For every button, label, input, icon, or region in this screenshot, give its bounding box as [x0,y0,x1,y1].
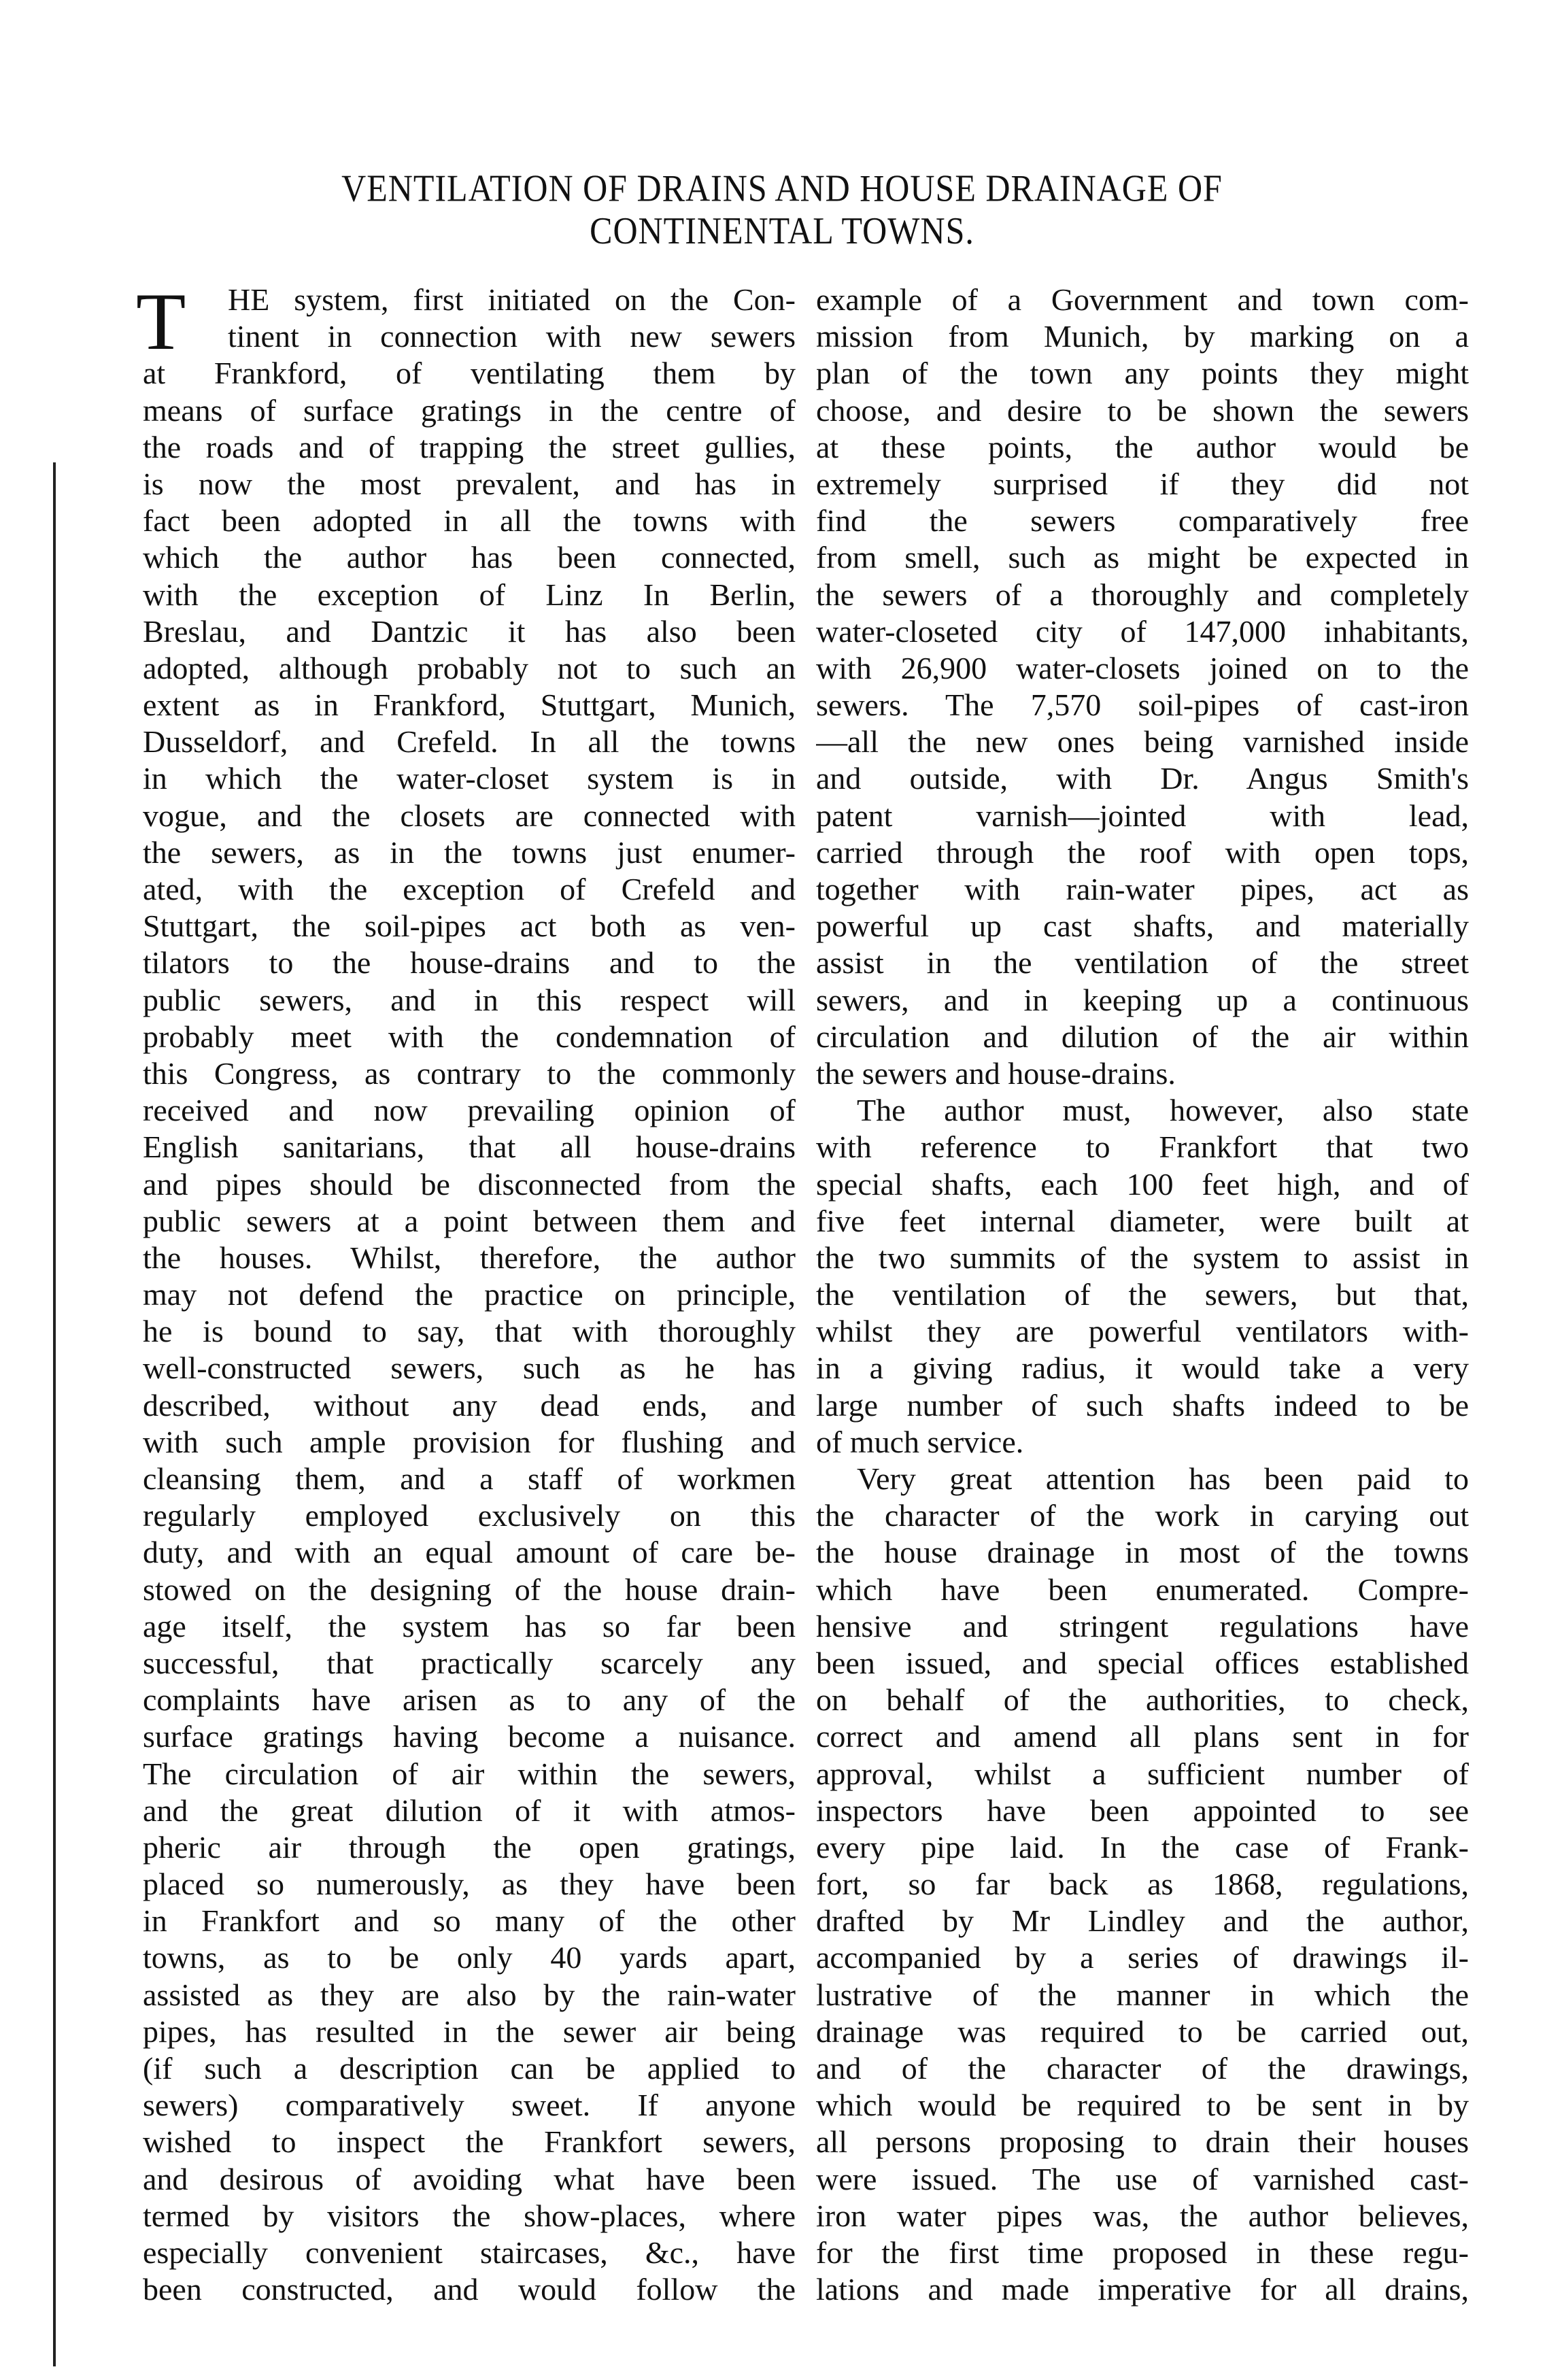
text-line: the house drainage in most of the towns [816,1535,1469,1570]
text-line: he is bound to say, that with thoroughly [143,1314,796,1349]
text-line: the sewers of a thoroughly and completely [816,577,1469,612]
text-line: drafted by Mr Lindley and the author, [816,1903,1469,1939]
text-line: ated, with the exception of Crefeld and [143,872,796,906]
text-line: together with rain-water pipes, act as [816,872,1469,906]
text-line: regularly employed exclusively on this [143,1498,796,1533]
text-line: with 26,900 water-closets joined on to the [816,650,1469,685]
text-line: in which the water-closet system is in [143,761,796,796]
text-line: means of surface gratings in the centre of [143,392,796,428]
text-line: tinent in connection with new sewers [228,319,796,354]
text-line: at these points, the author would be [816,429,1469,464]
text-line: choose, and desire to be shown the sewers [816,392,1469,428]
text-line: cleansing them, and a staff of workmen [143,1461,796,1496]
text-line: pipes, has resulted in the sewer air being [143,2013,796,2049]
text-line: wished to inspect the Frankfort sewers, [143,2124,796,2160]
text-line: The circulation of air within the sewers, [143,1756,796,1791]
title-line-1: VENTILATION OF DRAINS AND HOUSE DRAINAGE OF [341,167,1223,209]
scanned-binding-edge [48,68,68,2380]
text-line: five feet internal diameter, were built at [816,1203,1469,1238]
text-line: the sewers and house-drains. [816,1055,1176,1091]
text-line: stowed on the designing of the house drain- [143,1571,796,1607]
text-line: example of a Government and town com- [816,282,1469,317]
text-line: assisted as they are also by the rain-water [143,1977,796,2012]
text-line: with such ample provision for flushing and [143,1424,796,1459]
text-line: is now the most prevalent, and has in [143,466,796,501]
text-line: placed so numerously, as they have been [143,1867,796,1902]
text-line: of much service. [816,1424,1024,1459]
text-line: all persons proposing to drain their houses [816,2124,1469,2160]
right-column [816,282,1469,2308]
text-line: fort, so far back as 1868, regulations, [816,1867,1469,1902]
text-line: this Congress, as contrary to the commonly [143,1055,796,1091]
text-line: English sanitarians, that all house-drains [143,1129,796,1165]
text-line: described, without any dead ends, and [143,1387,796,1423]
text-line: sewers) comparatively sweet. If anyone [143,2088,796,2123]
text-line: inspectors have been appointed to see [816,1792,1469,1828]
text-line: The author must, however, also state [857,1093,1469,1128]
text-line: sewers, and in keeping up a continuous [816,982,1469,1017]
text-line: which would be required to be sent in by [816,2088,1469,2123]
text-line: sewers. The 7,570 soil-pipes of cast-iron [816,687,1469,723]
text-line: the houses. Whilst, therefore, the author [143,1240,796,1275]
binding-shadow [53,462,56,2366]
text-line: Very great attention has been paid to [857,1461,1469,1496]
text-line: been issued, and special offices established [816,1645,1469,1680]
text-line: been constructed, and would follow the [143,2272,796,2307]
text-line: and pipes should be disconnected from the [143,1166,796,1202]
drop-cap: T [136,276,186,367]
text-line: which have been enumerated. Compre- [816,1571,1469,1607]
text-line: public sewers, and in this respect will [143,982,796,1017]
text-line: HE system, first initiated on the Con- [228,282,796,317]
text-line: every pipe laid. In the case of Frank- [816,1829,1469,1865]
text-line: successful, that practically scarcely any [143,1645,796,1680]
text-line: lustrative of the manner in which the [816,1977,1469,2012]
text-line: duty, and with an equal amount of care be- [143,1535,796,1570]
text-line: the ventilation of the sewers, but that, [816,1277,1469,1312]
text-line: plan of the town any points they might [816,356,1469,391]
text-line: carried through the roof with open tops, [816,834,1469,870]
text-line: large number of such shafts indeed to be [816,1387,1469,1423]
title-line-2: CONTINENTAL TOWNS. [590,209,974,252]
text-line: water-closeted city of 147,000 inhabitants, [816,613,1469,649]
text-line: adopted, although probably not to such an [143,650,796,685]
text-line: tilators to the house-drains and to the [143,945,796,981]
text-line: extent as in Frankford, Stuttgart, Munich, [143,687,796,723]
text-line: in Frankfort and so many of the other [143,1903,796,1939]
text-line: surface gratings having become a nuisance. [143,1719,796,1754]
text-line: with the exception of Linz In Berlin, [143,577,796,612]
text-line: and the great dilution of it with atmos- [143,1792,796,1828]
text-line: on behalf of the authorities, to check, [816,1682,1469,1718]
text-line: mission from Munich, by marking on a [816,319,1469,354]
page-title [204,167,1360,252]
text-line: complaints have arisen as to any of the [143,1682,796,1718]
text-line: especially convenient staircases, &c., have [143,2234,796,2270]
text-line: correct and amend all plans sent in for [816,1719,1469,1754]
text-line: whilst they are powerful ventilators with- [816,1314,1469,1349]
text-line: may not defend the practice on principle, [143,1277,796,1312]
text-line: in a giving radius, it would take a very [816,1350,1469,1386]
text-line: well-constructed sewers, such as he has [143,1350,796,1386]
text-line: powerful up cast shafts, and materially [816,908,1469,944]
text-line: fact been adopted in all the towns with [143,503,796,539]
text-line: vogue, and the closets are connected with [143,798,796,833]
text-line: age itself, the system has so far been [143,1608,796,1644]
text-line: lations and made imperative for all drains, [816,2272,1469,2307]
text-line: for the first time proposed in these regu- [816,2234,1469,2270]
text-line: Breslau, and Dantzic it has also been [143,613,796,649]
text-line: special shafts, each 100 feet high, and of [816,1166,1469,1202]
text-line: the two summits of the system to assist in [816,1240,1469,1275]
text-line: find the sewers comparatively free [816,503,1469,539]
text-line: and outside, with Dr. Angus Smith's [816,761,1469,796]
text-line: which the author has been connected, [143,540,796,575]
text-line: (if such a description can be applied to [143,2051,796,2086]
text-line: the sewers, as in the towns just enumer- [143,834,796,870]
text-line: towns, as to be only 40 yards apart, [143,1940,796,1975]
text-line: pheric air through the open gratings, [143,1829,796,1865]
text-line: from smell, such as might be expected in [816,540,1469,575]
text-line: received and now prevailing opinion of [143,1093,796,1128]
text-line: hensive and stringent regulations have [816,1608,1469,1644]
left-column [136,276,796,2308]
text-line: and desirous of avoiding what have been [143,2161,796,2196]
text-line: probably meet with the condemnation of [143,1019,796,1054]
text-line: drainage was required to be carried out, [816,2013,1469,2049]
text-line: Stuttgart, the soil-pipes act both as ven- [143,908,796,944]
text-line: —all the new ones being varnished inside [816,724,1469,760]
text-line: the roads and of trapping the street gullies, [143,429,796,464]
text-line: extremely surprised if they did not [816,466,1469,501]
text-line: were issued. The use of varnished cast- [816,2161,1469,2196]
text-line: circulation and dilution of the air within [816,1019,1469,1054]
text-line: iron water pipes was, the author believes, [816,2198,1469,2233]
text-line: termed by visitors the show-places, where [143,2198,796,2233]
text-line: patent varnish—jointed with lead, [816,798,1469,833]
text-line: approval, whilst a sufficient number of [816,1756,1469,1791]
text-line: and of the character of the drawings, [816,2051,1469,2086]
text-line: assist in the ventilation of the street [816,945,1469,981]
text-line: with reference to Frankfort that two [816,1129,1469,1165]
text-line: at Frankford, of ventilating them by [143,356,796,391]
text-line: the character of the work in carying out [816,1498,1469,1533]
text-line: public sewers at a point between them and [143,1203,796,1238]
text-line: accompanied by a series of drawings il- [816,1940,1469,1975]
text-line: Dusseldorf, and Crefeld. In all the towns [143,724,796,760]
